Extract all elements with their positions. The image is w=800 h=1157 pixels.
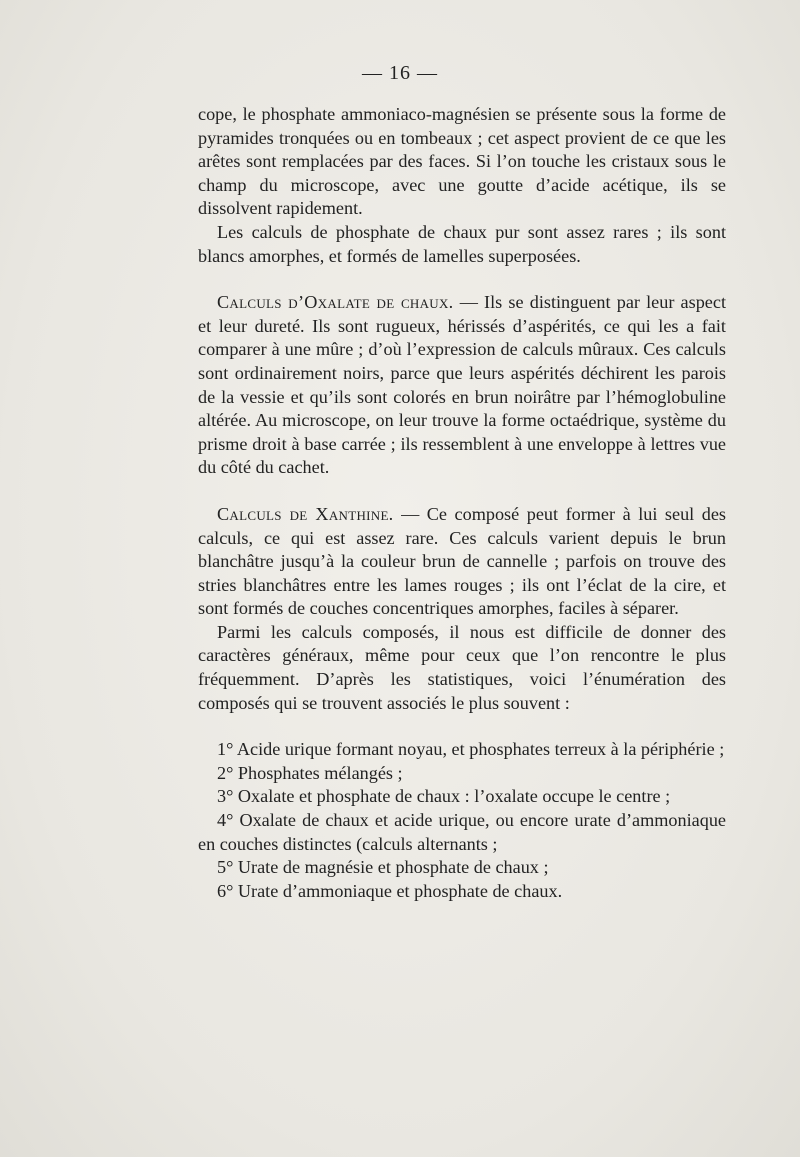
- list-item: 6° Urate d’ammoniaque et phosphate de chaux.: [217, 880, 563, 901]
- paragraph-phosphate-chaux: Les calculs de phosphate de chaux pur sont assez rares ; ils sont blancs amorphes, et formés de lamelles superposées.: [198, 221, 726, 266]
- list-item: 3° Oxalate et phosphate de chaux : l’oxalate occupe le centre ;: [217, 786, 671, 807]
- section-text-xanthine: — Ce composé peut former à lui seul des calculs, ce qui est assez rare. Ces calculs varient depuis le brun blanchâtre jusqu’à la couleur brun de cannelle ; parfois on trouve des stries blanchâtres entre les lames rouges ; ils ont l’éclat de la cire, et sont formés de couches concentriques amorphes, faciles à séparer.: [198, 503, 727, 619]
- section-heading-oxalate: Calculs d’Oxalate de chaux.: [217, 292, 454, 313]
- list-item: 2° Phosphates mélangés ;: [217, 762, 403, 783]
- list-item: 1° Acide urique formant noyau, et phosphates terreux à la périphérie ;: [217, 739, 725, 760]
- paragraph-calculs-composes: Parmi les calculs composés, il nous est difficile de donner des caractères généraux, même pour ceux que l’on rencontre le plus fréquemment. D’après les statistiques, voici l’énumération des composés qui se trouvent associés le plus souvent :: [198, 621, 726, 713]
- list-item: 5° Urate de magnésie et phosphate de chaux ;: [217, 857, 549, 878]
- section-text-oxalate: — Ils se distinguent par leur aspect et leur dureté. Ils sont rugueux, hérissés d’aspérités, ce qui les a fait comparer à une mûre ; d’où l’expression de calculs mûraux. Ces calculs sont ordinairement noirs, parce que leurs aspérités déchirent les parois de la vessie et qu’ils sont colorés en brun noirâtre par l’hémoglobuline altérée. Au microscope, on leur trouve la forme octaédrique, système du prisme droit à base carrée ; ils ressemblent à une enveloppe à lettres vue du côté du cachet.: [198, 292, 726, 478]
- page-number: — 16 —: [362, 62, 438, 84]
- section-xanthine: [198, 503, 726, 621]
- paragraph-phosphate-ammoniaco: cope, le phosphate ammoniaco-magnésien se présente sous la forme de pyramides tronquées ou en tombeaux ; cet aspect provient de ce que les arêtes sont remplacées par des faces. Si l’on touche les cristaux sous le champ du microscope, avec une goutte d’acide acétique, ils se dissolvent rapidement.: [198, 104, 726, 219]
- list-item: 4° Oxalate de chaux et acide urique, ou encore urate d’ammoniaque en couches distinctes (calculs alternants ;: [198, 810, 726, 854]
- section-oxalate-de-chaux: [198, 291, 726, 480]
- section-heading-xanthine: Calculs de Xanthine.: [217, 503, 394, 524]
- page-body: [198, 103, 726, 903]
